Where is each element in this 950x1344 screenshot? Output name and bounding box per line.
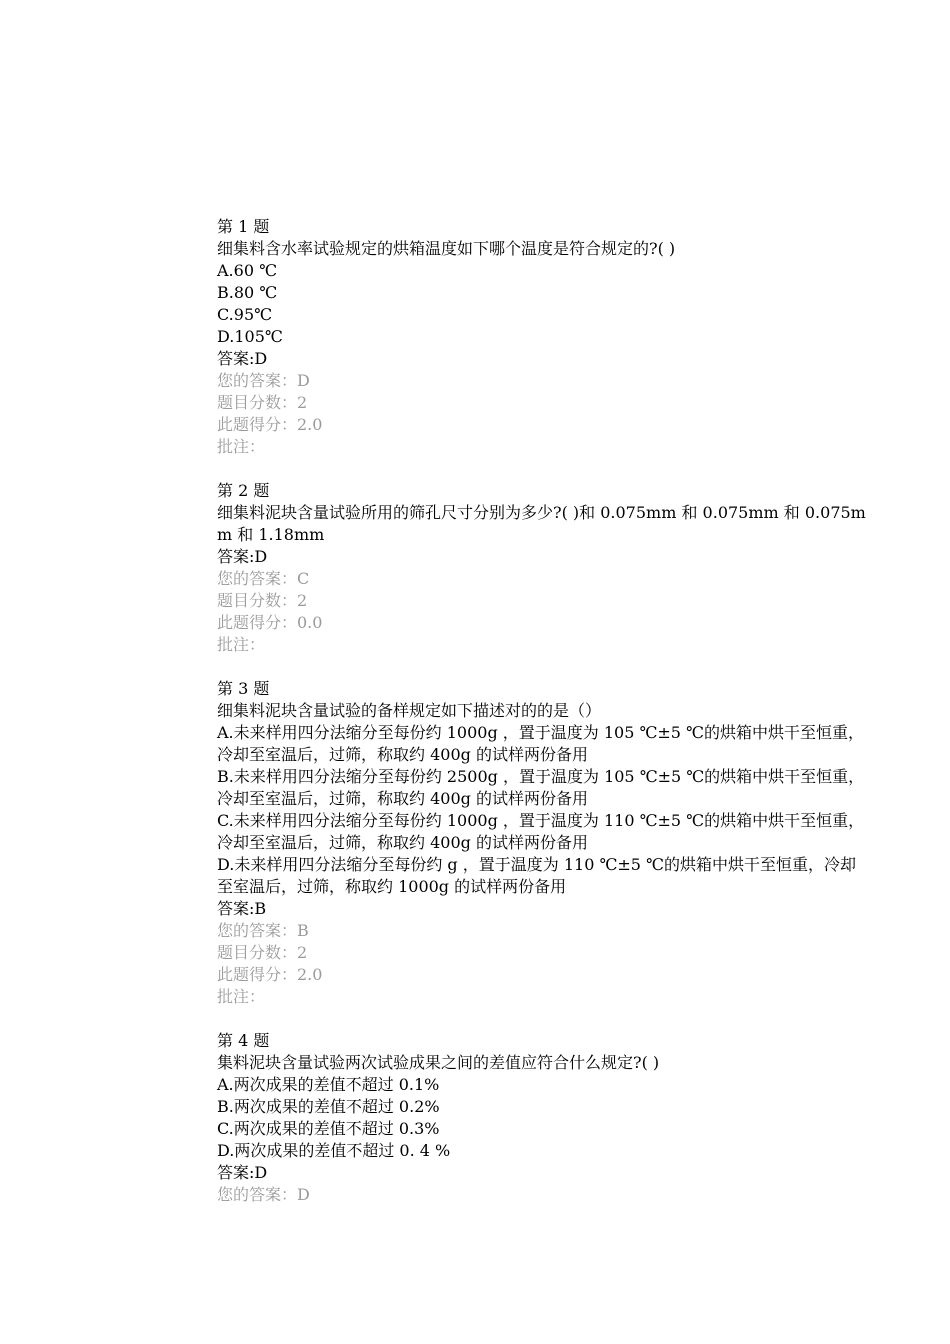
- question-4: [217, 1030, 867, 1206]
- question-number: 第 3 题: [217, 679, 270, 698]
- option-c: C.未来样用四分法缩分至每份约 1000g ，置于温度为 110 ℃±5 ℃的烘箱中烘干至恒重，冷却至室温后，过筛，称取约 400g 的试样两份备用: [217, 811, 865, 852]
- question-score: 题目分数：2: [217, 943, 308, 962]
- your-answer: 您的答案：D: [217, 371, 310, 390]
- option-d: D.两次成果的差值不超过 0. 4 %: [217, 1141, 451, 1160]
- score-obtained: 此题得分：2.0: [217, 965, 323, 984]
- option-d: D.105℃: [217, 327, 283, 346]
- question-3: [217, 678, 867, 1008]
- correct-answer: 答案:B: [217, 899, 267, 918]
- question-text: 集料泥块含量试验两次试验成果之间的差值应符合什么规定?( ): [217, 1053, 660, 1072]
- question-score: 题目分数：2: [217, 591, 308, 610]
- question-1: [217, 216, 867, 458]
- question-score: 题目分数：2: [217, 393, 308, 412]
- document-body: [217, 216, 867, 1228]
- question-text: 细集料泥块含量试验的备样规定如下描述对的的是（）: [217, 701, 602, 720]
- note: 批注：: [217, 437, 266, 456]
- question-text: 细集料含水率试验规定的烘箱温度如下哪个温度是符合规定的?( ): [217, 239, 676, 258]
- option-a: A.未来样用四分法缩分至每份约 1000g ，置于温度为 105 ℃±5 ℃的烘箱中烘干至恒重，冷却至室温后，过筛，称取约 400g 的试样两份备用: [217, 723, 864, 764]
- score-obtained: 此题得分：0.0: [217, 613, 323, 632]
- your-answer: 您的答案：C: [217, 569, 310, 588]
- option-a: A.60 ℃: [217, 261, 277, 280]
- score-obtained: 此题得分：2.0: [217, 415, 323, 434]
- option-c: C.两次成果的差值不超过 0.3%: [217, 1119, 440, 1138]
- option-b: B.未来样用四分法缩分至每份约 2500g ，置于温度为 105 ℃±5 ℃的烘箱中烘干至恒重，冷却至室温后，过筛，称取约 400g 的试样两份备用: [217, 767, 865, 808]
- your-answer: 您的答案：D: [217, 1185, 310, 1204]
- question-number: 第 1 题: [217, 217, 270, 236]
- option-d: D.未来样用四分法缩分至每份约 g ，置于温度为 110 ℃±5 ℃的烘箱中烘干至恒重，冷却至室温后，过筛，称取约 1000g 的试样两份备用: [217, 855, 856, 896]
- option-c: C.95℃: [217, 305, 273, 324]
- question-text: 细集料泥块含量试验所用的筛孔尺寸分别为多少?( )和 0.075mm 和 0.075mm 和 0.075mm 和 1.18mm: [217, 503, 866, 544]
- question-number: 第 4 题: [217, 1031, 270, 1050]
- correct-answer: 答案:D: [217, 349, 268, 368]
- question-number: 第 2 题: [217, 481, 270, 500]
- option-a: A.两次成果的差值不超过 0.1%: [217, 1075, 440, 1094]
- option-b: B.两次成果的差值不超过 0.2%: [217, 1097, 440, 1116]
- option-b: B.80 ℃: [217, 283, 278, 302]
- correct-answer: 答案:D: [217, 547, 268, 566]
- question-2: [217, 480, 867, 656]
- correct-answer: 答案:D: [217, 1163, 268, 1182]
- note: 批注：: [217, 635, 266, 654]
- note: 批注：: [217, 987, 266, 1006]
- your-answer: 您的答案：B: [217, 921, 309, 940]
